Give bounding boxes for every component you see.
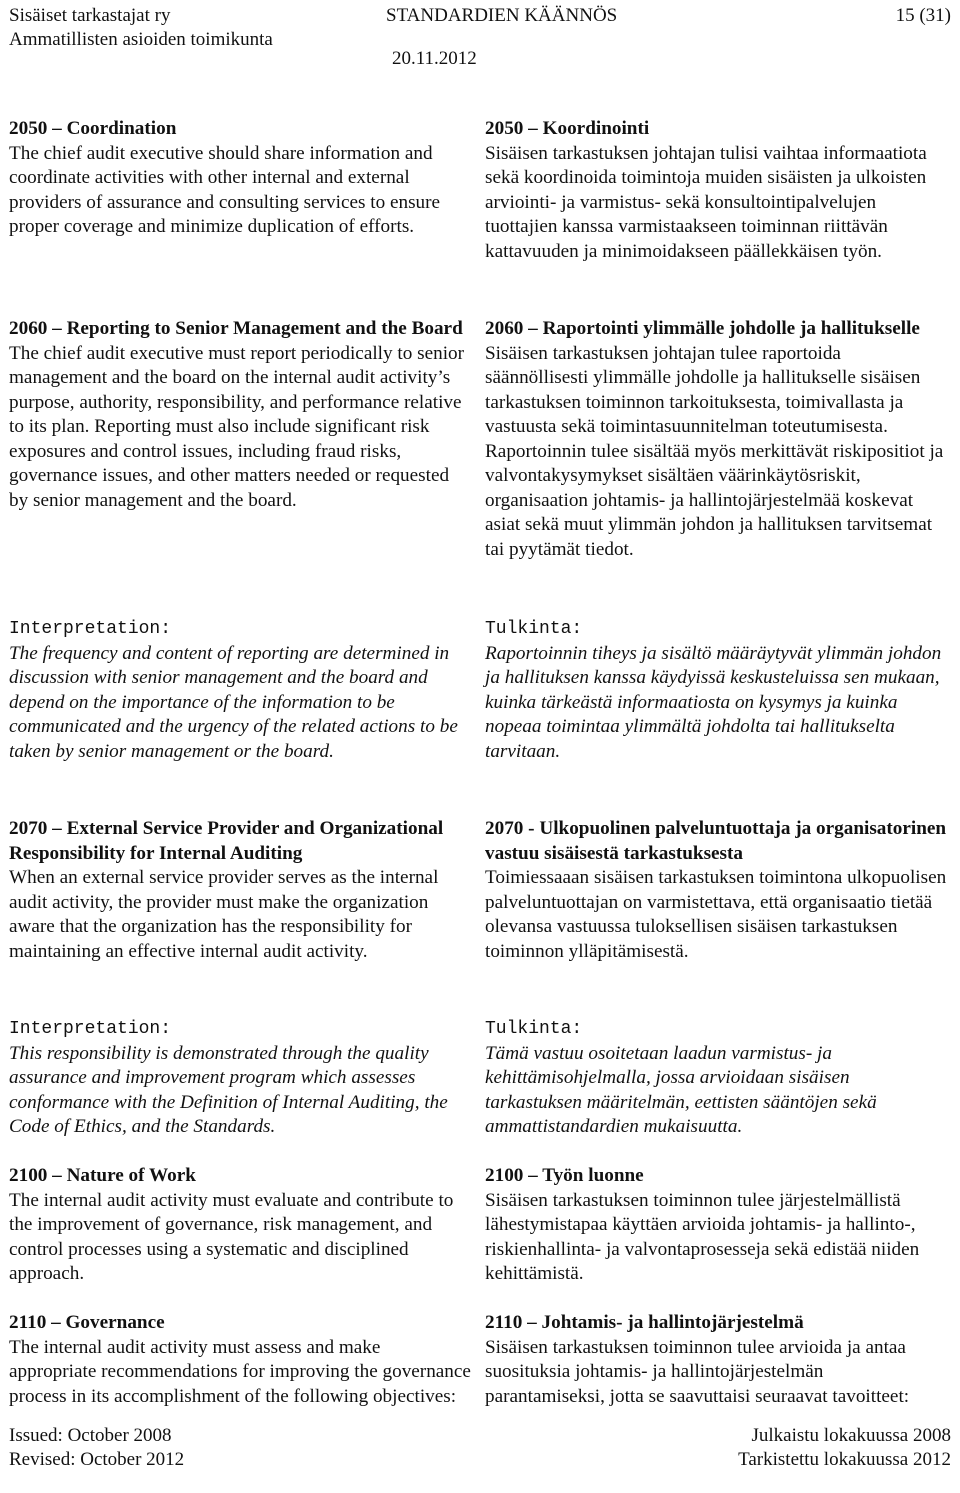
section-title: 2100 – Nature of Work [9,1165,196,1186]
section-title: 2070 – External Service Provider and Organizational Responsibility for Internal Auditing [9,818,444,864]
section-title: 2070 - Ulkopuolinen palveluntuottaja ja organisatorinen vastuu sisäisestä tarkastuksesta [485,818,947,864]
tarkistettu-date: Tarkistettu lokakuussa 2012 [738,1449,951,1470]
section-body: Sisäisen tarkastuksen johtajan tulisi vaihtaa informaatiota sekä koordinoida toimintoja muiden sisäisten ja ulkoisten arviointi- ja varmistus- sekä konsultointipalvelujen tuottajien kanssa varmistaakseen toiminnan riittävän kattavuuden ja minimoidakseen päällekkäisen työn. [485,142,927,262]
section-2050-fi [485,117,947,264]
section-title: 2060 – Raportointi ylimmälle johdolle ja hallitukselle [485,318,920,339]
section-body: The chief audit executive should share information and coordinate activities with other internal and external providers of assurance and consulting services to ensure proper coverage and minimize duplication of efforts. [9,142,441,237]
interpretation-2070-en [9,1017,471,1140]
interpretation-body: Raportoinnin tiheys ja sisältö määräytyvät ylimmän johdon ja hallituksen kanssa käydyissä keskusteluissa sen mukaan, kuinka tärkeästä informaatiosta on kysymys ja kuinka nopeaa toimintaa ylimmältä johdolta tai hallitukselta tarvitaan. [485,642,942,762]
section-2100-en [9,1164,471,1287]
committee-name: Ammatillisten asioiden toimikunta [9,29,273,50]
section-body: Sisäisen tarkastuksen toiminnon tulee arvioida ja antaa suosituksia johtamis- ja hallintojärjestelmän parantamiseksi, jotta se saavuttaisi seuraavat tavoitteet: [485,1336,910,1407]
section-2050-en [9,117,471,240]
interpretation-2060-en [9,617,471,764]
section-body: The chief audit executive must report periodically to senior management and the board on the internal audit activity’s purpose, authority, responsibility, and performance relative to its plan. Reporting must also include significant risk exposures and control issues, including fraud risks, governance issues, and other matters needed or requested by senior management and the board. [9,342,465,511]
interpretation-label: Tulkinta: [485,619,583,639]
section-2070-en [9,817,471,964]
header-organization [9,4,273,52]
section-body: Sisäisen tarkastuksen toiminnon tulee järjestelmällistä lähestymistapaa käyttäen arvioida johtamis- ja hallinto-, riskienhallinta- ja valvontaprosesseja sekä edistää niiden kehittämistä. [485,1189,920,1284]
page-number: 15 (31) [895,5,951,26]
section-title: 2060 – Reporting to Senior Management and the Board [9,318,463,339]
revised-date: Revised: October 2012 [9,1449,185,1470]
interpretation-label: Tulkinta: [485,1019,583,1039]
section-title: 2050 – Koordinointi [485,118,650,139]
section-body: Sisäisen tarkastuksen johtajan tulee raportoida säännöllisesti ylimmälle johdolle ja hallitukselle sisäisen tarkastuksen toiminnon tarkoituksesta, toimivallasta ja vastuusta sekä toimintasuunnitelman toteutumisesta. Raportoinnin tulee sisältää myös merkittävät riskipositiot ja valvontakysymykset sisältäen väärinkäytösriskit, organisaation johtamis- ja hallintojärjestelmää koskevat asiat sekä muut ylimmän johdon ja hallituksen tarvitsemat tai pyytämät tiedot. [485,342,944,560]
section-body: Toimiessaaan sisäisen tarkastuksen toimintona ulkopuolisen palveluntuottajan on varmistettava, että organisaatio tietää olevansa vastuussa tuloksellisen sisäisen tarkastuksen toiminnon ylläpitämisestä. [485,867,947,962]
interpretation-label: Interpretation: [9,1019,172,1039]
interpretation-body: This responsibility is demonstrated through the quality assurance and improvement program which assesses conformance with the Definition of Internal Auditing, the Code of Ethics, and the Standards. [9,1042,448,1137]
interpretation-2070-fi [485,1017,947,1140]
section-title: 2110 – Governance [9,1312,165,1333]
footer-english [9,1424,184,1472]
section-body: When an external service provider serves as the internal audit activity, the provider must make the organization aware that the organization has the responsibility for maintaining an effective internal audit activity. [9,867,439,962]
section-2110-fi [485,1311,947,1409]
interpretation-body: The frequency and content of reporting are determined in discussion with senior management and the board and depend on the importance of the information to be communicated and the urgency of the related actions to be taken by senior management or the board. [9,642,458,762]
section-2060-en [9,317,471,513]
section-title: 2100 – Työn luonne [485,1165,644,1186]
footer-finnish [738,1424,951,1472]
document-type: STANDARDIEN KÄÄNNÖS [386,5,618,26]
interpretation-label: Interpretation: [9,619,172,639]
interpretation-body: Tämä vastuu osoitetaan laadun varmistus- ja kehittämisohjelmalla, jossa arvioidaan sisäisen tarkastuksen määritelmän, eettisten sääntöjen sekä ammattistandardien mukaisuutta. [485,1042,877,1137]
organization-name: Sisäiset tarkastajat ry [9,5,171,26]
section-2100-fi [485,1164,947,1287]
issued-date: Issued: October 2008 [9,1425,172,1446]
interpretation-2060-fi [485,617,947,764]
section-title: 2050 – Coordination [9,118,177,139]
section-2060-fi [485,317,947,562]
document-date: 20.11.2012 [392,48,477,69]
section-2110-en [9,1311,471,1409]
section-body: The internal audit activity must assess and make appropriate recommendations for improving the governance process in its accomplishment of the following objectives: [9,1336,471,1407]
section-2070-fi [485,817,947,964]
julkaistu-date: Julkaistu lokakuussa 2008 [751,1425,951,1446]
section-title: 2110 – Johtamis- ja hallintojärjestelmä [485,1312,804,1333]
section-body: The internal audit activity must evaluate and contribute to the improvement of governance, risk management, and control processes using a systematic and disciplined approach. [9,1189,454,1284]
